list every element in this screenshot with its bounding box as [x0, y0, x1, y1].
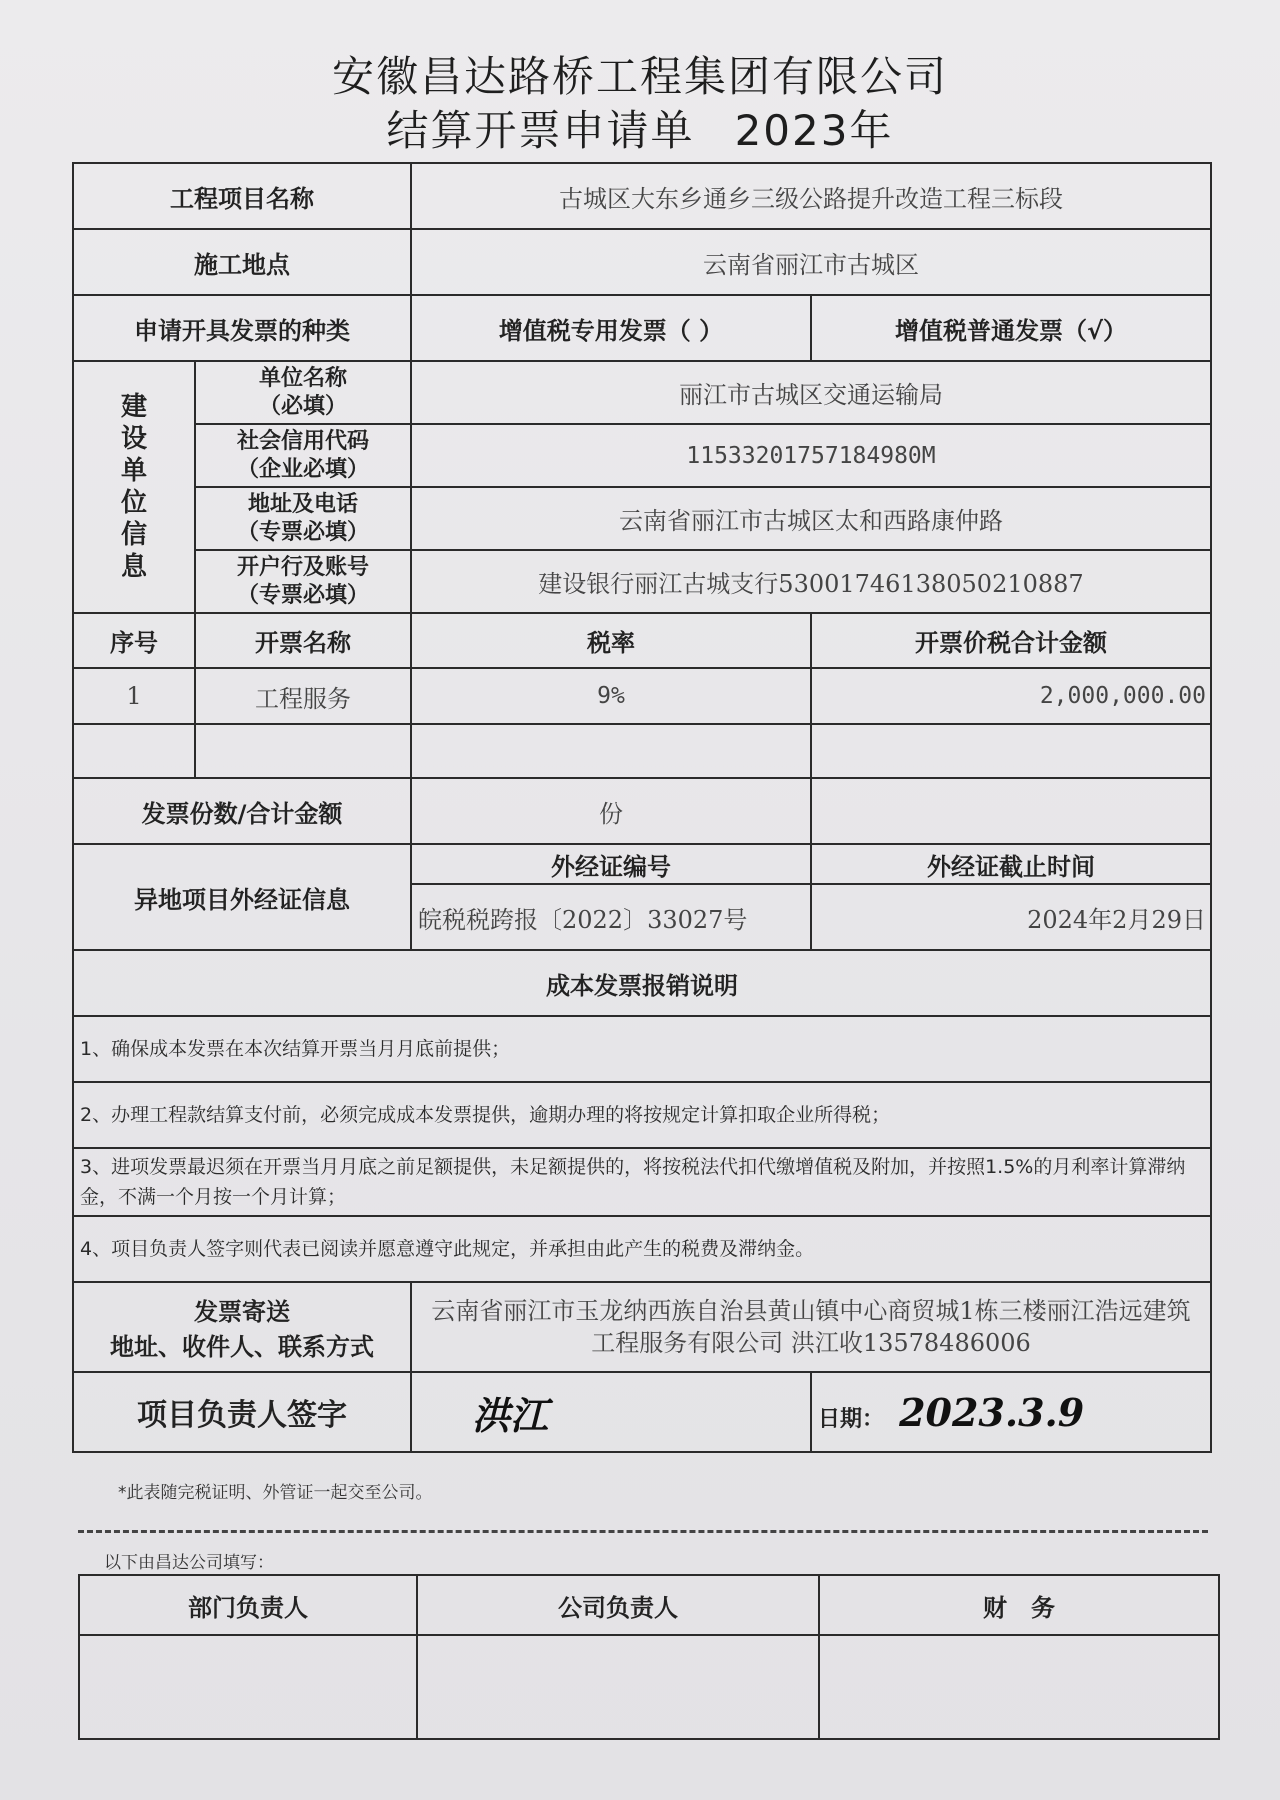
- address-note: （专票必填）: [236, 519, 369, 545]
- cert-deadline-value: 2024年2月29日: [811, 884, 1211, 950]
- date-value: 2023.3.9: [899, 1389, 1085, 1435]
- company-head-label: 公司负责人: [417, 1575, 819, 1635]
- builder-side-char: 设: [120, 424, 147, 454]
- builder-side-char: 建: [120, 392, 147, 422]
- invoice-type-special: 增值税专用发票（ ）: [411, 295, 811, 361]
- address-value: 云南省丽江市古城区太和西路康仲路: [411, 487, 1211, 550]
- builder-side-char: 信: [120, 520, 147, 550]
- footnote: *此表随完税证明、外管证一起交至公司。: [118, 1483, 433, 1503]
- invoice-type-normal: 增值税普通发票（√）: [811, 295, 1211, 361]
- address-label-text: 地址及电话: [247, 491, 358, 517]
- cost-rule-4: 4、项目负责人签字则代表已阅读并愿意遵守此规定，并承担由此产生的税费及滞纳金。: [73, 1216, 1211, 1282]
- delivery-label-line2: 地址、收件人、联系方式: [110, 1333, 374, 1361]
- cost-title: 成本发票报销说明: [73, 950, 1211, 1016]
- delivery-label-line1: 发票寄送: [194, 1298, 290, 1326]
- cost-rule-row: [73, 1082, 1211, 1148]
- item-no: 1: [73, 668, 195, 724]
- cost-rule-2: 2、办理工程款结算支付前，必须完成成本发票提供，逾期办理的将按规定计算扣取企业所得税；: [73, 1082, 1211, 1148]
- item-amount: 2,000,000.00: [811, 668, 1211, 724]
- signature-label: 项目负责人签字: [73, 1372, 411, 1452]
- empty-cell: [811, 724, 1211, 778]
- bank-label: [195, 550, 411, 613]
- cert-no-label: 外经证编号: [411, 844, 811, 884]
- date-label: 日期：: [818, 1406, 885, 1432]
- cost-rule-row: [73, 1148, 1211, 1216]
- cost-title-row: [73, 950, 1211, 1016]
- builder-side-char: 息: [120, 552, 147, 582]
- invoice-type-row: [73, 295, 1211, 361]
- company-title: 安徽昌达路桥工程集团有限公司: [331, 52, 948, 101]
- empty-item-row: [73, 724, 1211, 778]
- items-header-row: [73, 613, 1211, 668]
- approval-table: [78, 1574, 1220, 1740]
- cost-rule-1: 1、确保成本发票在本次结算开票当月月底前提供；: [73, 1016, 1211, 1082]
- unit-name-label-text: 单位名称: [258, 365, 347, 391]
- dept-head-sign[interactable]: [79, 1635, 417, 1739]
- credit-code-value: 11533201757184980M: [411, 424, 1211, 487]
- bank-note: （专票必填）: [236, 582, 369, 608]
- signature-row: [73, 1372, 1211, 1452]
- signature-cell: [411, 1372, 811, 1452]
- address-label: [195, 487, 411, 550]
- unit-name-label: [195, 361, 411, 424]
- company-fill-note: 以下由昌达公司填写：: [104, 1553, 274, 1573]
- items-header-no: 序号: [73, 613, 195, 668]
- builder-side-char: 单: [120, 456, 147, 486]
- table-row: [73, 668, 1211, 724]
- main-form-table: [72, 162, 1212, 1453]
- bank-label-text: 开户行及账号: [236, 554, 369, 580]
- bank-value: 建设银行丽江古城支行53001746138050210887: [411, 550, 1211, 613]
- approval-sign-row: [79, 1635, 1219, 1739]
- form-year: 2023年: [734, 106, 894, 155]
- delivery-value: 云南省丽江市玉龙纳西族自治县黄山镇中心商贸城1栋三楼丽江浩远建筑工程服务有限公司 洪江收13578486006: [411, 1282, 1211, 1372]
- item-rate: 9%: [411, 668, 811, 724]
- items-header-rate: 税率: [411, 613, 811, 668]
- signed-name: 洪江: [472, 1392, 549, 1438]
- cut-line: [78, 1530, 1208, 1533]
- form-title-line: [0, 98, 1280, 158]
- builder-credit-row: [73, 424, 1211, 487]
- delivery-row: [73, 1282, 1211, 1372]
- items-header-amount: 开票价税合计金额: [811, 613, 1211, 668]
- cert-deadline-label: 外经证截止时间: [811, 844, 1211, 884]
- empty-cell: [411, 724, 811, 778]
- remote-header-row: [73, 844, 1211, 884]
- form-title: 结算开票申请单: [386, 106, 695, 155]
- totals-amount: [811, 778, 1211, 844]
- finance-label: 财 务: [819, 1575, 1219, 1635]
- builder-address-row: [73, 487, 1211, 550]
- cost-rule-3: 3、进项发票最迟须在开票当月月底之前足额提供，未足额提供的，将按税法代扣代缴增值税及附加，并按照1.5%的月利率计算滞纳金，不满一个月按一个月计算；: [73, 1148, 1211, 1216]
- cost-rule-row: [73, 1216, 1211, 1282]
- remote-label: 异地项目外经证信息: [73, 844, 411, 950]
- credit-code-label: [195, 424, 411, 487]
- unit-name-note: （必填）: [258, 393, 347, 419]
- credit-code-label-text: 社会信用代码: [236, 428, 369, 454]
- builder-unit-name-row: [73, 361, 1211, 424]
- builder-side-char: 位: [120, 488, 147, 518]
- totals-label: 发票份数/合计金额: [73, 778, 411, 844]
- company-head-sign[interactable]: [417, 1635, 819, 1739]
- totals-count: 份: [411, 778, 811, 844]
- project-name-row: [73, 163, 1211, 229]
- cert-no-value: 皖税税跨报〔2022〕33027号: [411, 884, 811, 950]
- invoice-type-label: 申请开具发票的种类: [73, 295, 411, 361]
- empty-cell: [73, 724, 195, 778]
- builder-bank-row: [73, 550, 1211, 613]
- item-name: 工程服务: [195, 668, 411, 724]
- unit-name-value: 丽江市古城区交通运输局: [411, 361, 1211, 424]
- cost-rule-row: [73, 1016, 1211, 1082]
- credit-code-note: （企业必填）: [236, 456, 369, 482]
- site-label: 施工地点: [73, 229, 411, 295]
- site-row: [73, 229, 1211, 295]
- totals-row: [73, 778, 1211, 844]
- delivery-label: [73, 1282, 411, 1372]
- project-name-value: 古城区大东乡通乡三级公路提升改造工程三标段: [411, 163, 1211, 229]
- project-name-label: 工程项目名称: [73, 163, 411, 229]
- empty-cell: [195, 724, 411, 778]
- dept-head-label: 部门负责人: [79, 1575, 417, 1635]
- approval-header-row: [79, 1575, 1219, 1635]
- items-header-name: 开票名称: [195, 613, 411, 668]
- site-value: 云南省丽江市古城区: [411, 229, 1211, 295]
- finance-sign[interactable]: [819, 1635, 1219, 1739]
- builder-side-label: [73, 361, 195, 613]
- date-cell: [811, 1372, 1211, 1452]
